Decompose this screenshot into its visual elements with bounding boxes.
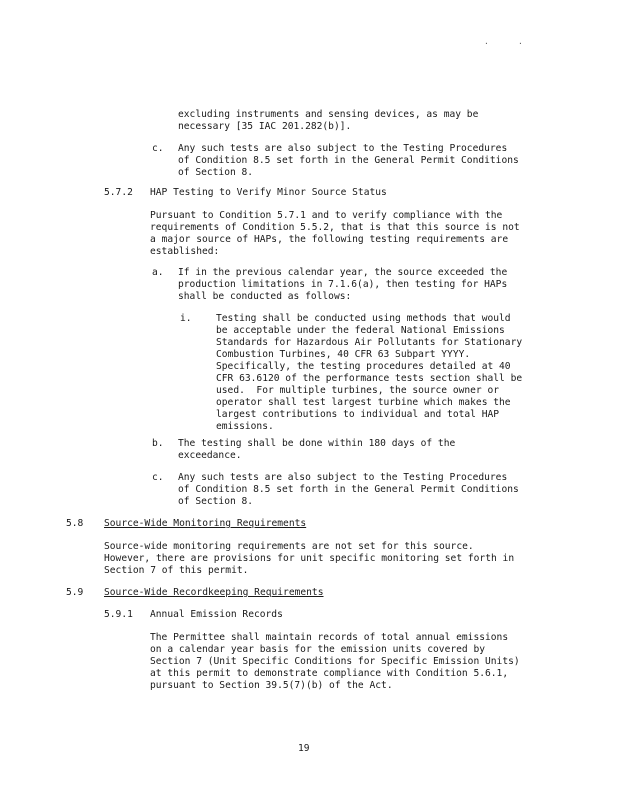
item-b-text: The testing shall be done within 180 days of the exceedance. <box>178 438 456 461</box>
continuation-paragraph: excluding instruments and sensing devices, as may be necessary [35 IAC 201.282(b)]. <box>178 109 479 132</box>
section-5-9-1-body: The Permittee shall maintain records of total annual emissions on a calendar year basis for the emission units covered by Section 7 (Unit Specific Conditions for Specific Emission Units) at this permit to demonstrate compliance with Condition 5.6.1, pursuant to Section 39.5(7)(b) of the Act. <box>150 632 520 691</box>
header-mark: . <box>518 37 523 46</box>
section-5-7-2-intro: Pursuant to Condition 5.7.1 and to verify compliance with the requirements of Condition 5.5.2, that is that this source is not a major source of HAPs, the following testing requirements are established: <box>150 210 520 257</box>
section-title-5-8: Source-Wide Monitoring Requirements <box>104 518 307 529</box>
item-c-text: Any such tests are also subject to the Testing Procedures of Condition 8.5 set forth in the General Permit Conditions of Section 8. <box>178 143 519 178</box>
section-number-5-9-1: 5.9.1 <box>104 609 133 620</box>
section-title-5-9: Source-Wide Recordkeeping Requirements <box>104 587 324 598</box>
section-number-5-8: 5.8 <box>66 518 84 529</box>
item-i-text: Testing shall be conducted using methods that would be acceptable under the federal National Emissions Standards for Hazardous Air Pollutants for Stationary Combustion Turbines, 40 CFR 63 Subpart YYYY. Specifically, the testing procedures detailed at 40 CFR 63.6120 of the performance tests section shall be used. For multiple turbines, the source owner or operator shall test largest turbine which makes the largest contributions to individual and total HAP emissions. <box>216 313 523 432</box>
item-c-label: c. <box>152 143 164 154</box>
section-5-8-body: Source-wide monitoring requirements are not set for this source. However, there are provisions for unit specific monitoring set forth in Section 7 of this permit. <box>104 541 515 576</box>
item-c-text: Any such tests are also subject to the Testing Procedures of Condition 8.5 set forth in the General Permit Conditions of Section 8. <box>178 472 519 507</box>
item-b-label: b. <box>152 438 164 449</box>
section-number-5-9: 5.9 <box>66 587 84 598</box>
item-a-text: If in the previous calendar year, the source exceeded the production limitations in 7.1.6(a), then testing for HAPs shall be conducted as follows: <box>178 267 508 302</box>
page-number: 19 <box>298 743 310 754</box>
item-c-label: c. <box>152 472 164 483</box>
section-number-5-7-2: 5.7.2 <box>104 187 133 198</box>
item-a-label: a. <box>152 267 164 278</box>
section-title-5-9-1: Annual Emission Records <box>150 609 283 620</box>
header-mark: . <box>484 37 489 46</box>
section-title-5-7-2: HAP Testing to Verify Minor Source Status <box>150 187 387 198</box>
item-i-label: i. <box>180 313 192 324</box>
